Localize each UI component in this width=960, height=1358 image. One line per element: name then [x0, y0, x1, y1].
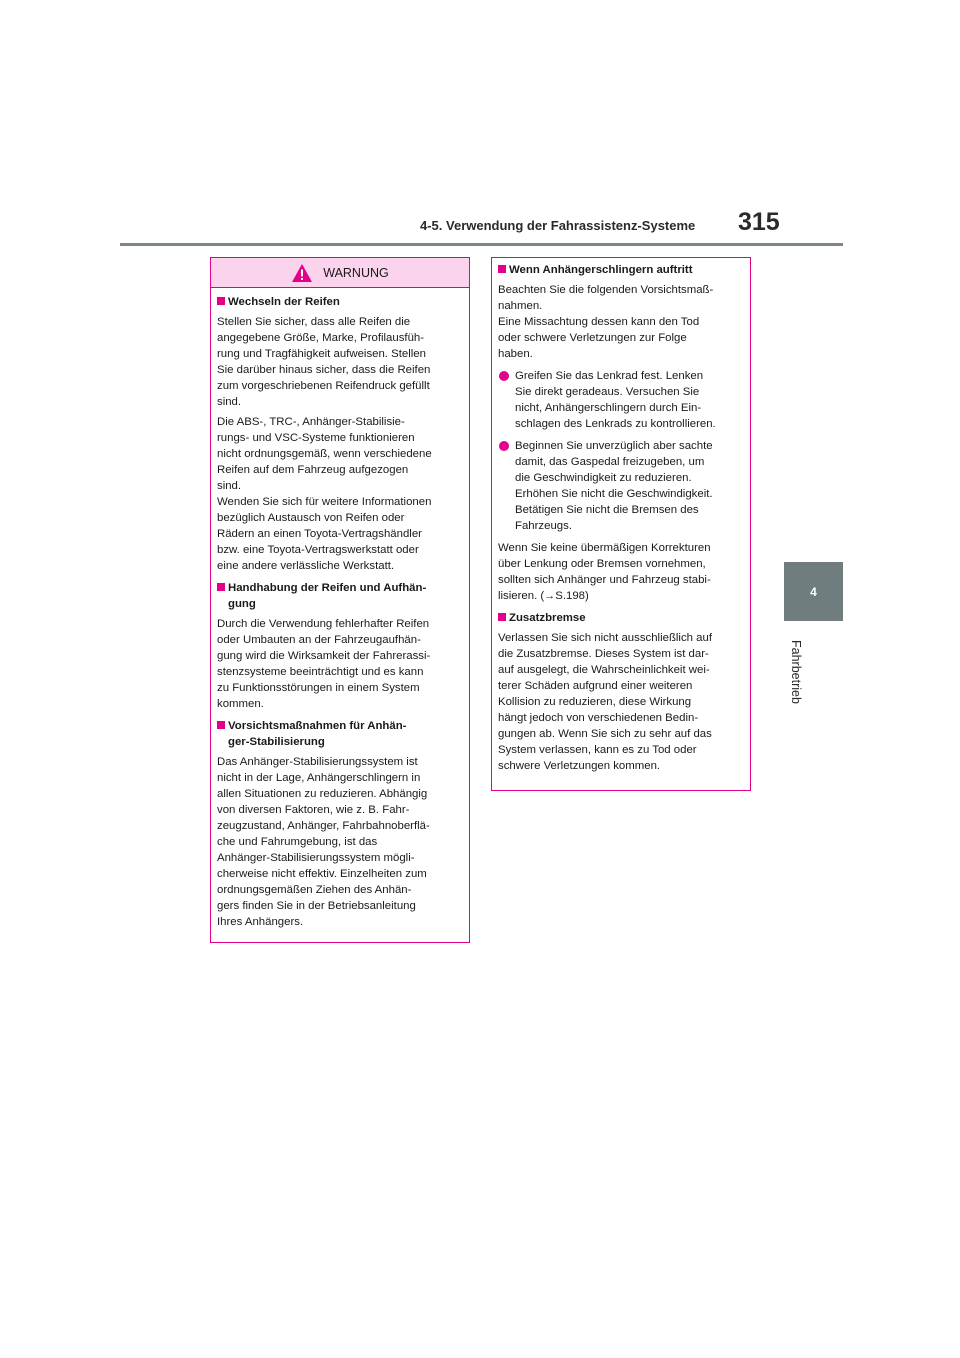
text-line: bezüglich Austausch von Reifen oder — [217, 512, 405, 524]
text-line: Die ABS-, TRC-, Anhänger-Stabilisie- — [217, 416, 405, 428]
text-line: lisieren. ( — [498, 590, 545, 602]
section-heading-text: Handhabung der Reifen und Aufhän- — [228, 582, 427, 594]
warning-title: WARNUNG — [323, 265, 389, 280]
text-line: haben. — [498, 348, 533, 360]
text-line: Durch die Verwendung fehlerhafter Reifen — [217, 618, 430, 630]
text-line: oder Umbauten an der Fahrzeugaufhän- — [217, 634, 421, 646]
text-line: Das Anhänger-Stabilisierungssystem ist — [217, 756, 418, 768]
text-line: Wenn Sie keine übermäßigen Korrekturen — [498, 542, 711, 554]
square-bullet-icon — [217, 583, 225, 591]
paragraph — [217, 314, 463, 410]
text-line: nicht in der Lage, Anhängerschlingern in — [217, 772, 421, 784]
square-bullet-icon — [217, 721, 225, 729]
text-line: Rädern an einen Toyota-Vertragshändler — [217, 528, 422, 540]
section-heading — [217, 580, 463, 612]
text-line: bzw. eine Toyota-Vertragswerkstatt oder — [217, 544, 419, 556]
section-heading — [217, 718, 463, 750]
paragraph — [217, 754, 463, 930]
arrow-right-icon: → — [544, 590, 556, 602]
circle-bullet-icon — [499, 441, 509, 451]
section-heading-text: Vorsichtsmaßnahmen für Anhän- — [228, 720, 407, 732]
text-line: Ihres Anhängers. — [217, 916, 304, 928]
warning-content-left — [211, 288, 469, 930]
text-line: kommen. — [217, 698, 264, 710]
section-heading-text: Wechseln der Reifen — [228, 296, 340, 308]
text-line: Erhöhen Sie nicht die Geschwindigkeit. — [515, 488, 713, 500]
paragraph — [498, 630, 744, 774]
text-line: rung und Tragfähigkeit aufweisen. Stellen — [217, 348, 426, 360]
text-line: die Zusatzbremse. Dieses System ist dar- — [498, 648, 709, 660]
paragraph — [498, 282, 744, 362]
text-line: die Geschwindigkeit zu reduzieren. — [515, 472, 692, 484]
text-line: oder schwere Verletzungen zur Folge — [498, 332, 687, 344]
text-line: stenzsysteme beeinträchtigt und es kann — [217, 666, 424, 678]
text-line: schlagen des Lenkrads zu kontrollieren. — [515, 418, 716, 430]
text-line: Sie direkt geradeaus. Versuchen Sie — [515, 386, 700, 398]
warning-content-right — [492, 258, 750, 774]
text-line: Beginnen Sie unverzüglich aber sachte — [515, 440, 713, 452]
text-line: nicht, Anhängerschlingern durch Ein- — [515, 402, 702, 414]
section-heading-text: Zusatzbremse — [509, 612, 586, 624]
square-bullet-icon — [217, 297, 225, 305]
warning-box-left — [210, 257, 470, 943]
text-line: zeugzustand, Anhänger, Fahrbahnoberflä- — [217, 820, 430, 832]
text-line: che und Fahrumgebung, ist das — [217, 836, 378, 848]
section-heading-text: ger-Stabilisierung — [228, 736, 325, 748]
text-line: gung wird die Wirksamkeit der Fahrerassi- — [217, 650, 431, 662]
section-heading — [498, 262, 744, 278]
text-line: Sie darüber hinaus sicher, dass die Reifen — [217, 364, 431, 376]
section-heading-text: gung — [228, 598, 256, 610]
text-line: sind. — [217, 480, 242, 492]
square-bullet-icon — [498, 613, 506, 621]
text-line: terer Schäden aufgrund einer weiteren — [498, 680, 693, 692]
paragraph — [217, 414, 463, 574]
text-line: cherweise nicht effektiv. Einzelheiten zum — [217, 868, 427, 880]
text-line: zum vorgeschriebenen Reifendruck gefüllt — [217, 380, 430, 392]
text-line: Betätigen Sie nicht die Bremsen des — [515, 504, 699, 516]
text-line: sind. — [217, 396, 242, 408]
text-line: von diversen Faktoren, wie z. B. Fahr- — [217, 804, 410, 816]
text-line: Wenden Sie sich für weitere Informationen — [217, 496, 432, 508]
text-line: damit, das Gaspedal freizugeben, um — [515, 456, 705, 468]
text-line: Kollision zu reduzieren, diese Wirkung — [498, 696, 692, 708]
text-line: Stellen Sie sicher, dass alle Reifen die — [217, 316, 411, 328]
text-line: auf ausgelegt, die Wahrscheinlichkeit wei- — [498, 664, 710, 676]
text-line: über Lenkung oder Bremsen vornehmen, — [498, 558, 706, 570]
list-item — [498, 438, 744, 534]
text-line: nahmen. — [498, 300, 543, 312]
text-line: allen Situationen zu reduzieren. Abhängig — [217, 788, 428, 800]
paragraph — [217, 616, 463, 712]
text-line: Anhänger-Stabilisierungssystem mögli- — [217, 852, 415, 864]
section-heading — [498, 610, 744, 626]
page-reference-link[interactable]: S.198) — [555, 590, 589, 602]
section-heading — [217, 294, 463, 310]
warning-box-right — [491, 257, 751, 791]
text-line: eine andere verlässliche Werkstatt. — [217, 560, 395, 572]
section-title: 4-5. Verwendung der Fahrassistenz-Systeme — [420, 218, 696, 233]
text-line: gers finden Sie in der Betriebsanleitung — [217, 900, 416, 912]
header-rule — [120, 243, 843, 246]
text-line: zu Funktionsstörungen in einem System — [217, 682, 420, 694]
text-line: angegebene Größe, Marke, Profilausfüh- — [217, 332, 425, 344]
text-line: Beachten Sie die folgenden Vorsichtsmaß- — [498, 284, 714, 296]
chapter-label: Fahrbetrieb — [789, 639, 803, 704]
text-line: Verlassen Sie sich nicht ausschließlich auf — [498, 632, 712, 644]
section-heading-text: Wenn Anhängerschlingern auftritt — [509, 264, 693, 276]
page-number: 315 — [738, 208, 780, 236]
text-line: System verlassen, kann es zu Tod oder — [498, 744, 697, 756]
text-line: Eine Missachtung dessen kann den Tod — [498, 316, 700, 328]
text-line: Greifen Sie das Lenkrad fest. Lenken — [515, 370, 704, 382]
text-line: hängt jedoch von verschiedenen Bedin- — [498, 712, 699, 724]
text-line: schwere Verletzungen kommen. — [498, 760, 661, 772]
text-line: nicht ordnungsgemäß, wenn verschiedene — [217, 448, 432, 460]
text-line: ordnungsgemäßen Ziehen des Anhän- — [217, 884, 412, 896]
list-item — [498, 368, 744, 432]
text-line: Fahrzeugs. — [515, 520, 572, 532]
warning-header — [211, 258, 469, 288]
text-line: sollten sich Anhänger und Fahrzeug stabi- — [498, 574, 711, 586]
text-line: Reifen auf dem Fahrzeug aufgezogen — [217, 464, 409, 476]
circle-bullet-icon — [499, 371, 509, 381]
text-line: gungen ab. Wenn Sie sich zu sehr auf das — [498, 728, 712, 740]
square-bullet-icon — [498, 265, 506, 273]
chapter-tab[interactable] — [784, 562, 843, 621]
warning-triangle-icon — [291, 263, 313, 283]
paragraph — [498, 540, 744, 604]
chapter-number: 4 — [810, 584, 817, 599]
text-line: rungs- und VSC-Systeme funktionieren — [217, 432, 415, 444]
